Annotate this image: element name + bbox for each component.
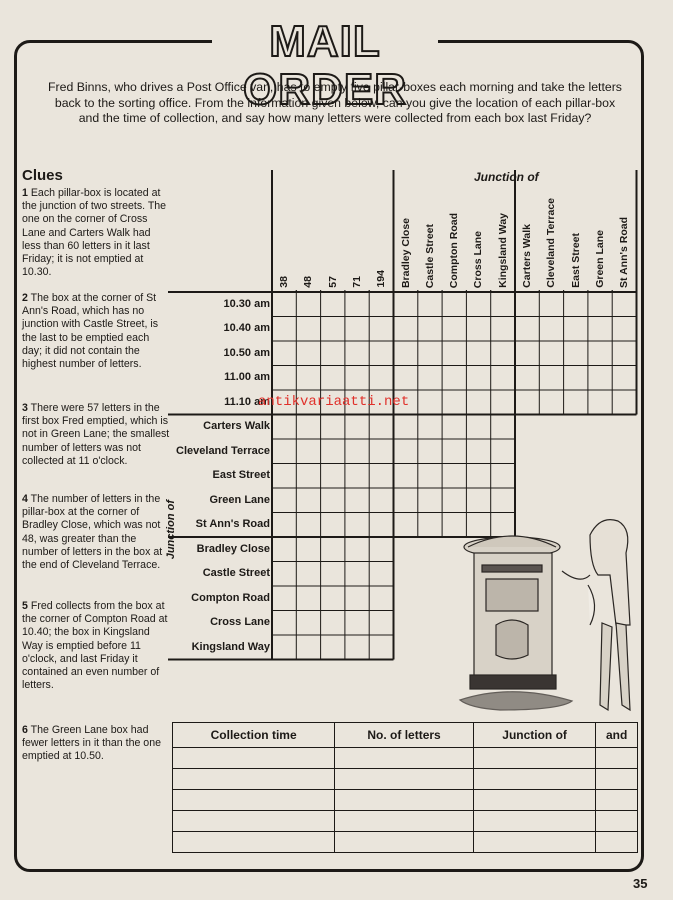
grid-cell[interactable] — [564, 292, 588, 317]
grid-cell[interactable] — [466, 390, 490, 415]
answer-cell[interactable] — [596, 811, 638, 832]
grid-cell[interactable] — [394, 366, 418, 391]
grid-cell[interactable] — [345, 513, 369, 538]
answer-cell[interactable] — [473, 811, 595, 832]
grid-cell[interactable] — [588, 390, 612, 415]
grid-cell[interactable] — [394, 439, 418, 464]
grid-cell[interactable] — [296, 562, 320, 587]
grid-cell[interactable] — [418, 292, 442, 317]
clue-number: 2 — [22, 292, 28, 304]
grid-cell[interactable] — [369, 611, 393, 636]
grid-cell[interactable] — [321, 611, 345, 636]
grid-cell[interactable] — [612, 292, 636, 317]
grid-cell[interactable] — [418, 513, 442, 538]
grid-cell[interactable] — [515, 390, 539, 415]
grid-cell[interactable] — [588, 366, 612, 391]
grid-cell[interactable] — [369, 464, 393, 489]
grid-cell[interactable] — [394, 317, 418, 342]
answer-cell[interactable] — [173, 811, 335, 832]
clue-number: 1 — [22, 187, 28, 199]
grid-column-label: 71 — [350, 276, 363, 288]
grid-cell[interactable] — [345, 635, 369, 660]
grid-column-label: Cross Lane — [472, 230, 485, 288]
grid-cell[interactable] — [564, 390, 588, 415]
grid-cell[interactable] — [296, 537, 320, 562]
grid-row-label: 10.30 am — [223, 297, 270, 310]
grid-column-label: Castle Street — [423, 223, 436, 288]
grid-cell[interactable] — [345, 537, 369, 562]
grid-cell[interactable] — [369, 562, 393, 587]
grid-cell[interactable] — [442, 341, 466, 366]
grid-row-label: 11.10 am — [224, 395, 270, 408]
grid-cell[interactable] — [588, 317, 612, 342]
grid-row-label: Cleveland Terrace — [176, 444, 270, 457]
answer-cell[interactable] — [473, 790, 595, 811]
grid-cell[interactable] — [369, 439, 393, 464]
grid-row-label: Cross Lane — [210, 616, 270, 629]
grid-cell[interactable] — [466, 415, 490, 440]
grid-cell[interactable] — [539, 292, 563, 317]
grid-cell[interactable] — [612, 366, 636, 391]
grid-cell[interactable] — [466, 317, 490, 342]
grid-cell[interactable] — [539, 317, 563, 342]
grid-cell[interactable] — [296, 464, 320, 489]
answer-row — [173, 748, 638, 769]
grid-column-label: Carters Walk — [521, 224, 533, 288]
grid-cell[interactable] — [272, 439, 296, 464]
grid-row-label: Compton Road — [191, 591, 270, 604]
grid-cell[interactable] — [272, 586, 296, 611]
answer-header: and — [596, 723, 638, 748]
grid-cell[interactable] — [321, 635, 345, 660]
grid-cell[interactable] — [466, 464, 490, 489]
answer-cell[interactable] — [335, 790, 474, 811]
grid-cell[interactable] — [612, 390, 636, 415]
grid-cell[interactable] — [272, 464, 296, 489]
grid-cell[interactable] — [369, 415, 393, 440]
grid-cell[interactable] — [369, 513, 393, 538]
grid-cell[interactable] — [272, 488, 296, 513]
grid-cell[interactable] — [345, 586, 369, 611]
grid-cell[interactable] — [491, 439, 515, 464]
grid-row-label: Carters Walk — [203, 420, 270, 433]
grid-cell[interactable] — [418, 415, 442, 440]
grid-cell[interactable] — [418, 390, 442, 415]
grid-cell[interactable] — [418, 341, 442, 366]
grid-column-label: Compton Road — [448, 212, 461, 288]
grid-cell[interactable] — [296, 488, 320, 513]
grid-cell[interactable] — [345, 488, 369, 513]
grid-cell[interactable] — [539, 390, 563, 415]
answer-cell[interactable] — [335, 769, 474, 790]
grid-cell[interactable] — [272, 317, 296, 342]
grid-cell[interactable] — [272, 341, 296, 366]
grid-row-label: 10.50 am — [223, 346, 270, 359]
grid-column-label: Bradley Close — [399, 217, 412, 288]
clue-number: 5 — [22, 600, 28, 612]
answer-cell[interactable] — [173, 748, 335, 769]
grid-column-label: 48 — [302, 276, 315, 288]
grid-row-label: Bradley Close — [196, 542, 270, 555]
grid-cell[interactable] — [418, 439, 442, 464]
answer-header: Collection time — [173, 723, 335, 748]
grid-cell[interactable] — [442, 464, 466, 489]
grid-cell[interactable] — [612, 317, 636, 342]
grid-cell[interactable] — [394, 341, 418, 366]
grid-cell[interactable] — [442, 317, 466, 342]
grid-cell[interactable] — [272, 366, 296, 391]
grid-cell[interactable] — [564, 317, 588, 342]
grid-row-label: Green Lane — [209, 493, 270, 506]
grid-cell[interactable] — [369, 488, 393, 513]
grid-row-label: 11.00 am — [224, 371, 270, 384]
grid-cell[interactable] — [515, 292, 539, 317]
clue-text: There were 57 letters in the first box Fred emptied, which is not in Green Lane; the smallest number of letters was not collected at 11 o'clock. — [22, 402, 170, 467]
grid-column-label: Kingsland Way — [496, 213, 509, 288]
grid-cell[interactable] — [296, 366, 320, 391]
answer-cell[interactable] — [335, 748, 474, 769]
grid-cell[interactable] — [296, 611, 320, 636]
grid-cell[interactable] — [515, 366, 539, 391]
clue-text: The Green Lane box had fewer letters in it than the one emptied at 10.50. — [22, 724, 161, 763]
grid-column-label: Cleveland Terrace — [545, 198, 558, 288]
grid-cell[interactable] — [466, 341, 490, 366]
grid-row-label: 10.40 am — [223, 322, 270, 335]
clue-number: 3 — [22, 402, 28, 414]
clue-text: The number of letters in the pillar-box at the corner of Bradley Close, which was not 48, was greater than the number of letters in the box at the end of Cleveland Terrace. — [22, 493, 163, 572]
grid-cell[interactable] — [321, 439, 345, 464]
watermark-text: antikvariaatti.net — [258, 394, 410, 410]
grid-cell[interactable] — [345, 464, 369, 489]
answer-cell[interactable] — [596, 748, 638, 769]
grid-cell[interactable] — [466, 292, 490, 317]
grid-cell[interactable] — [394, 488, 418, 513]
grid-cell[interactable] — [588, 341, 612, 366]
grid-cell[interactable] — [296, 586, 320, 611]
grid-row-label: Castle Street — [202, 567, 270, 580]
grid-cell[interactable] — [345, 317, 369, 342]
grid-cell[interactable] — [418, 488, 442, 513]
clue-text: The box at the corner of St Ann's Road, which has no junction with Castle Street, is the last to be emptied each day; it did not contain the highest number of letters. — [22, 292, 159, 371]
grid-cell[interactable] — [296, 439, 320, 464]
grid-cell[interactable] — [321, 488, 345, 513]
grid-cell[interactable] — [394, 513, 418, 538]
grid-column-label: 38 — [278, 276, 290, 288]
answer-cell[interactable] — [173, 769, 335, 790]
grid-cell[interactable] — [369, 317, 393, 342]
grid-cell[interactable] — [369, 292, 393, 317]
grid-cell[interactable] — [588, 292, 612, 317]
grid-cell[interactable] — [442, 366, 466, 391]
grid-cell[interactable] — [466, 439, 490, 464]
grid-cell[interactable] — [321, 317, 345, 342]
answer-row — [173, 769, 638, 790]
answer-header: Junction of — [473, 723, 595, 748]
grid-cell[interactable] — [612, 341, 636, 366]
grid-row-label: Kingsland Way — [191, 640, 270, 653]
clue-number: 4 — [22, 493, 28, 505]
puzzle-title: MAIL ORDER — [212, 18, 438, 66]
grid-cell[interactable] — [296, 415, 320, 440]
answer-header: No. of letters — [335, 723, 474, 748]
grid-cell[interactable] — [345, 439, 369, 464]
grid-cell[interactable] — [491, 292, 515, 317]
grid-cell[interactable] — [442, 390, 466, 415]
grid-cell[interactable] — [272, 562, 296, 587]
answer-row — [173, 811, 638, 832]
clues-heading: Clues — [22, 167, 63, 184]
grid-cell[interactable] — [272, 537, 296, 562]
answer-cell[interactable] — [473, 832, 595, 853]
grid-column-label: 194 — [375, 270, 388, 288]
grid-cell[interactable] — [491, 415, 515, 440]
clue-number: 6 — [22, 724, 28, 736]
grid-cell[interactable] — [296, 292, 320, 317]
grid-column-label: Green Lane — [593, 230, 606, 288]
answer-cell[interactable] — [335, 832, 474, 853]
grid-cell[interactable] — [369, 586, 393, 611]
answer-cell[interactable] — [173, 790, 335, 811]
grid-cell[interactable] — [321, 586, 345, 611]
grid-cell[interactable] — [394, 292, 418, 317]
grid-cell[interactable] — [296, 341, 320, 366]
grid-cell[interactable] — [321, 513, 345, 538]
grid-cell[interactable] — [369, 341, 393, 366]
answer-cell[interactable] — [335, 811, 474, 832]
grid-cell[interactable] — [515, 317, 539, 342]
grid-cell[interactable] — [394, 464, 418, 489]
grid-cell[interactable] — [296, 635, 320, 660]
answer-cell[interactable] — [596, 790, 638, 811]
grid-cell[interactable] — [296, 317, 320, 342]
answer-cell[interactable] — [596, 769, 638, 790]
grid-cell[interactable] — [491, 366, 515, 391]
grid-cell[interactable] — [442, 415, 466, 440]
grid-cell[interactable] — [466, 366, 490, 391]
grid-cell[interactable] — [515, 341, 539, 366]
grid-cell[interactable] — [321, 366, 345, 391]
grid-cell[interactable] — [345, 415, 369, 440]
grid-cell[interactable] — [272, 635, 296, 660]
grid-cell[interactable] — [564, 366, 588, 391]
grid-row-label: St Ann's Road — [195, 518, 270, 531]
grid-cell[interactable] — [442, 292, 466, 317]
grid-column-label: St Ann's Road — [618, 217, 631, 288]
puzzle-intro: Fred Binns, who drives a Post Office van, has to empty five pillar-boxes each morning and take the letters back to the sorting office. From the information given below, can you give the location of each pillar-box and the time of collection, and say how many letters were collected from each box last Friday? — [48, 80, 622, 125]
grid-cell[interactable] — [369, 366, 393, 391]
grid-cell[interactable] — [345, 611, 369, 636]
grid-column-label: East Street — [569, 233, 582, 288]
pillar-box-illustration — [440, 505, 645, 720]
grid-cell[interactable] — [272, 611, 296, 636]
grid-cell[interactable] — [345, 341, 369, 366]
answer-cell[interactable] — [596, 832, 638, 853]
grid-column-label: 57 — [326, 276, 339, 288]
grid-cell[interactable] — [539, 341, 563, 366]
page-number: 35 — [633, 876, 648, 891]
answer-cell[interactable] — [473, 748, 595, 769]
answer-cell[interactable] — [173, 832, 335, 853]
answer-cell[interactable] — [473, 769, 595, 790]
grid-cell[interactable] — [345, 366, 369, 391]
grid-cell[interactable] — [442, 439, 466, 464]
grid-cell[interactable] — [418, 317, 442, 342]
grid-cell[interactable] — [321, 415, 345, 440]
grid-cell[interactable] — [321, 562, 345, 587]
grid-cell[interactable] — [564, 341, 588, 366]
answer-table — [172, 722, 638, 853]
answer-row — [173, 790, 638, 811]
grid-cell[interactable] — [321, 464, 345, 489]
grid-cell[interactable] — [491, 341, 515, 366]
grid-cell[interactable] — [369, 537, 393, 562]
grid-cell[interactable] — [345, 562, 369, 587]
grid-cell[interactable] — [491, 390, 515, 415]
grid-cell[interactable] — [369, 635, 393, 660]
grid-cell[interactable] — [296, 513, 320, 538]
grid-cell[interactable] — [321, 292, 345, 317]
grid-row-label: East Street — [212, 469, 270, 482]
junction-of-column-label: Junction of — [474, 170, 539, 184]
grid-cell[interactable] — [345, 292, 369, 317]
grid-cell[interactable] — [272, 292, 296, 317]
grid-cell[interactable] — [418, 366, 442, 391]
clue-text: Fred collects from the box at the corner of Compton Road at 10.40; the box in Kingsland Way is emptied before 11 o'clock, and last Friday it contained an even number of letters. — [22, 600, 168, 692]
grid-cell[interactable] — [394, 415, 418, 440]
answer-row — [173, 832, 638, 853]
grid-cell[interactable] — [491, 317, 515, 342]
grid-cell[interactable] — [321, 341, 345, 366]
grid-cell[interactable] — [321, 537, 345, 562]
clue-text: Each pillar-box is located at the junction of two streets. The one on the corner of Cross Lane and Carters Walk had less than 60 letters in it last Friday; it is not emptied at 10.30. — [22, 187, 167, 279]
junction-of-row-label: Junction of — [165, 500, 177, 560]
grid-cell[interactable] — [272, 513, 296, 538]
grid-cell[interactable] — [539, 366, 563, 391]
grid-cell[interactable] — [418, 464, 442, 489]
grid-cell[interactable] — [491, 464, 515, 489]
grid-cell[interactable] — [272, 415, 296, 440]
